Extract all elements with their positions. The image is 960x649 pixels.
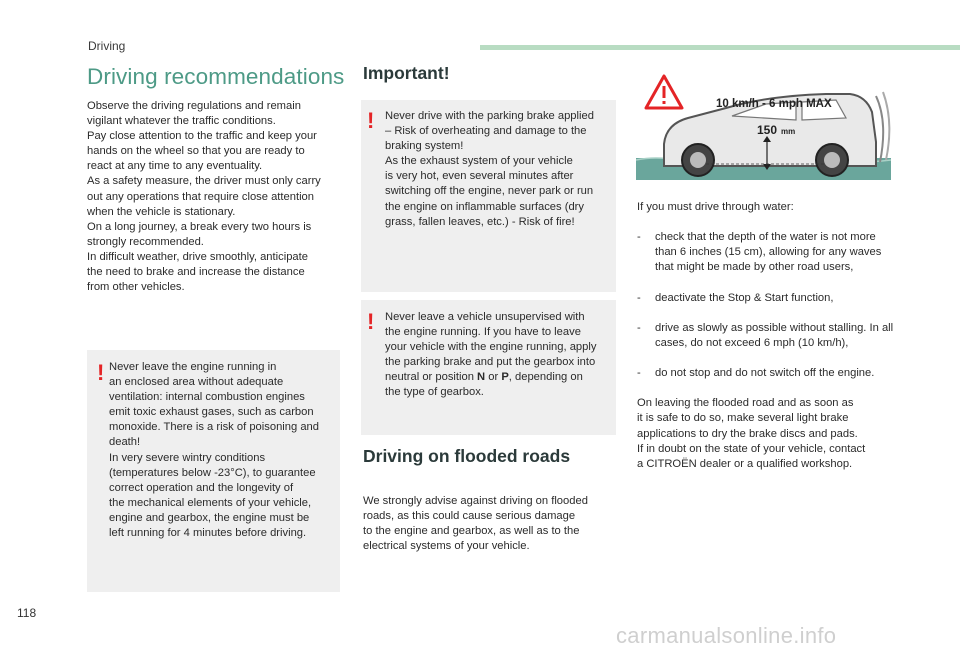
section-bar bbox=[480, 45, 960, 50]
flooded-roads-text: We strongly advise against driving on flooded roads, as this could cause serious damage to the engine and gearbox, as well as to the electrical systems of your vehicle. bbox=[363, 495, 588, 553]
page-number: 118 bbox=[17, 606, 37, 620]
parking-brake-warning-text: Never drive with the parking brake applied – Risk of overheating and damage to the braking system! As the exhaust system of your vehicle is very hot, even several minutes after switching off the engine, never park or run the engine on inflammable surfaces (dry grass, fallen leaves, etc.) - Risk of fire! bbox=[385, 110, 594, 228]
unsupervised-text-b: , depending on the type of gearbox. bbox=[385, 371, 583, 399]
list-item: - drive as slowly as possible without stalling. In all cases, do not exceed 6 mph (10 km/h), bbox=[637, 321, 894, 349]
engine-warning-text: Never leave the engine running in an enclosed area without adequate ventilation: internal combustion engines emit toxic exhaust gases, such as carbon monoxide. There is a risk of poisoning and death! In very severe wintry conditions (temperatures below -23°C), to guarantee correct operation and the longevity of the mechanical elements of your vehicle, engine and gearbox, the engine must be left running for 4 minutes before driving. bbox=[109, 361, 319, 540]
water-outro: On leaving the flooded road and as soon as it is safe to do so, make several light brake applications to dry the brake discs and pads. If in doubt on the state of your vehicle, contact a CITROËN dealer or a qualified workshop. bbox=[637, 397, 866, 470]
flooded-water-instructions bbox=[637, 185, 895, 487]
page-title: Driving recommendations bbox=[87, 64, 345, 89]
intro-text: Observe the driving regulations and remain vigilant whatever the traffic conditions. Pay close attention to the traffic and keep your hands on the wheel so that you are ready to react at any time to any eventuality. As a safety measure, the driver must only carry out any operations that require close attention when the vehicle is stationary. On a long journey, a break every two hours is strongly recommended. In difficult weather, drive smoothly, anticipate the need to brake and increase the distance from other vehicles. bbox=[87, 100, 321, 294]
warning-icon: ! bbox=[367, 309, 375, 334]
warning-icon: ! bbox=[367, 108, 375, 133]
unsupervised-text-or: or bbox=[485, 371, 502, 384]
danger-triangle-icon bbox=[646, 76, 682, 108]
list-item: - do not stop and do not switch off the engine. bbox=[637, 367, 875, 380]
unsupervised-text-a: Never leave a vehicle unsupervised with the engine running. If you have to leave your vehicle with the engine running, apply the parking brake and put the gearbox into neutral or position bbox=[385, 311, 597, 384]
list-item: - deactivate the Stop & Start function, bbox=[637, 291, 834, 304]
depth-unit: mm bbox=[781, 127, 796, 136]
engine-warning-box bbox=[87, 350, 340, 592]
gear-n: N bbox=[477, 371, 486, 384]
parking-brake-warning-box bbox=[361, 100, 616, 292]
watermark: carmanualsonline.info bbox=[616, 623, 837, 648]
unsupervised-warning-box bbox=[361, 300, 616, 435]
unsupervised-warning-text bbox=[385, 310, 615, 401]
important-heading: Important! bbox=[363, 63, 450, 83]
flooded-road-illustration bbox=[636, 72, 891, 182]
section-label: Driving bbox=[88, 39, 126, 53]
warning-icon: ! bbox=[97, 360, 105, 385]
water-intro: If you must drive through water: bbox=[637, 201, 794, 214]
flooded-roads-heading: Driving on flooded roads bbox=[363, 446, 571, 466]
gear-p: P bbox=[501, 371, 509, 384]
list-item: - check that the depth of the water is not more than 6 inches (15 cm), allowing for any waves that might be made by other road users, bbox=[637, 231, 882, 274]
depth-value: 150 bbox=[757, 123, 778, 137]
speed-limit-label: 10 km/h - 6 mph MAX bbox=[716, 98, 832, 110]
